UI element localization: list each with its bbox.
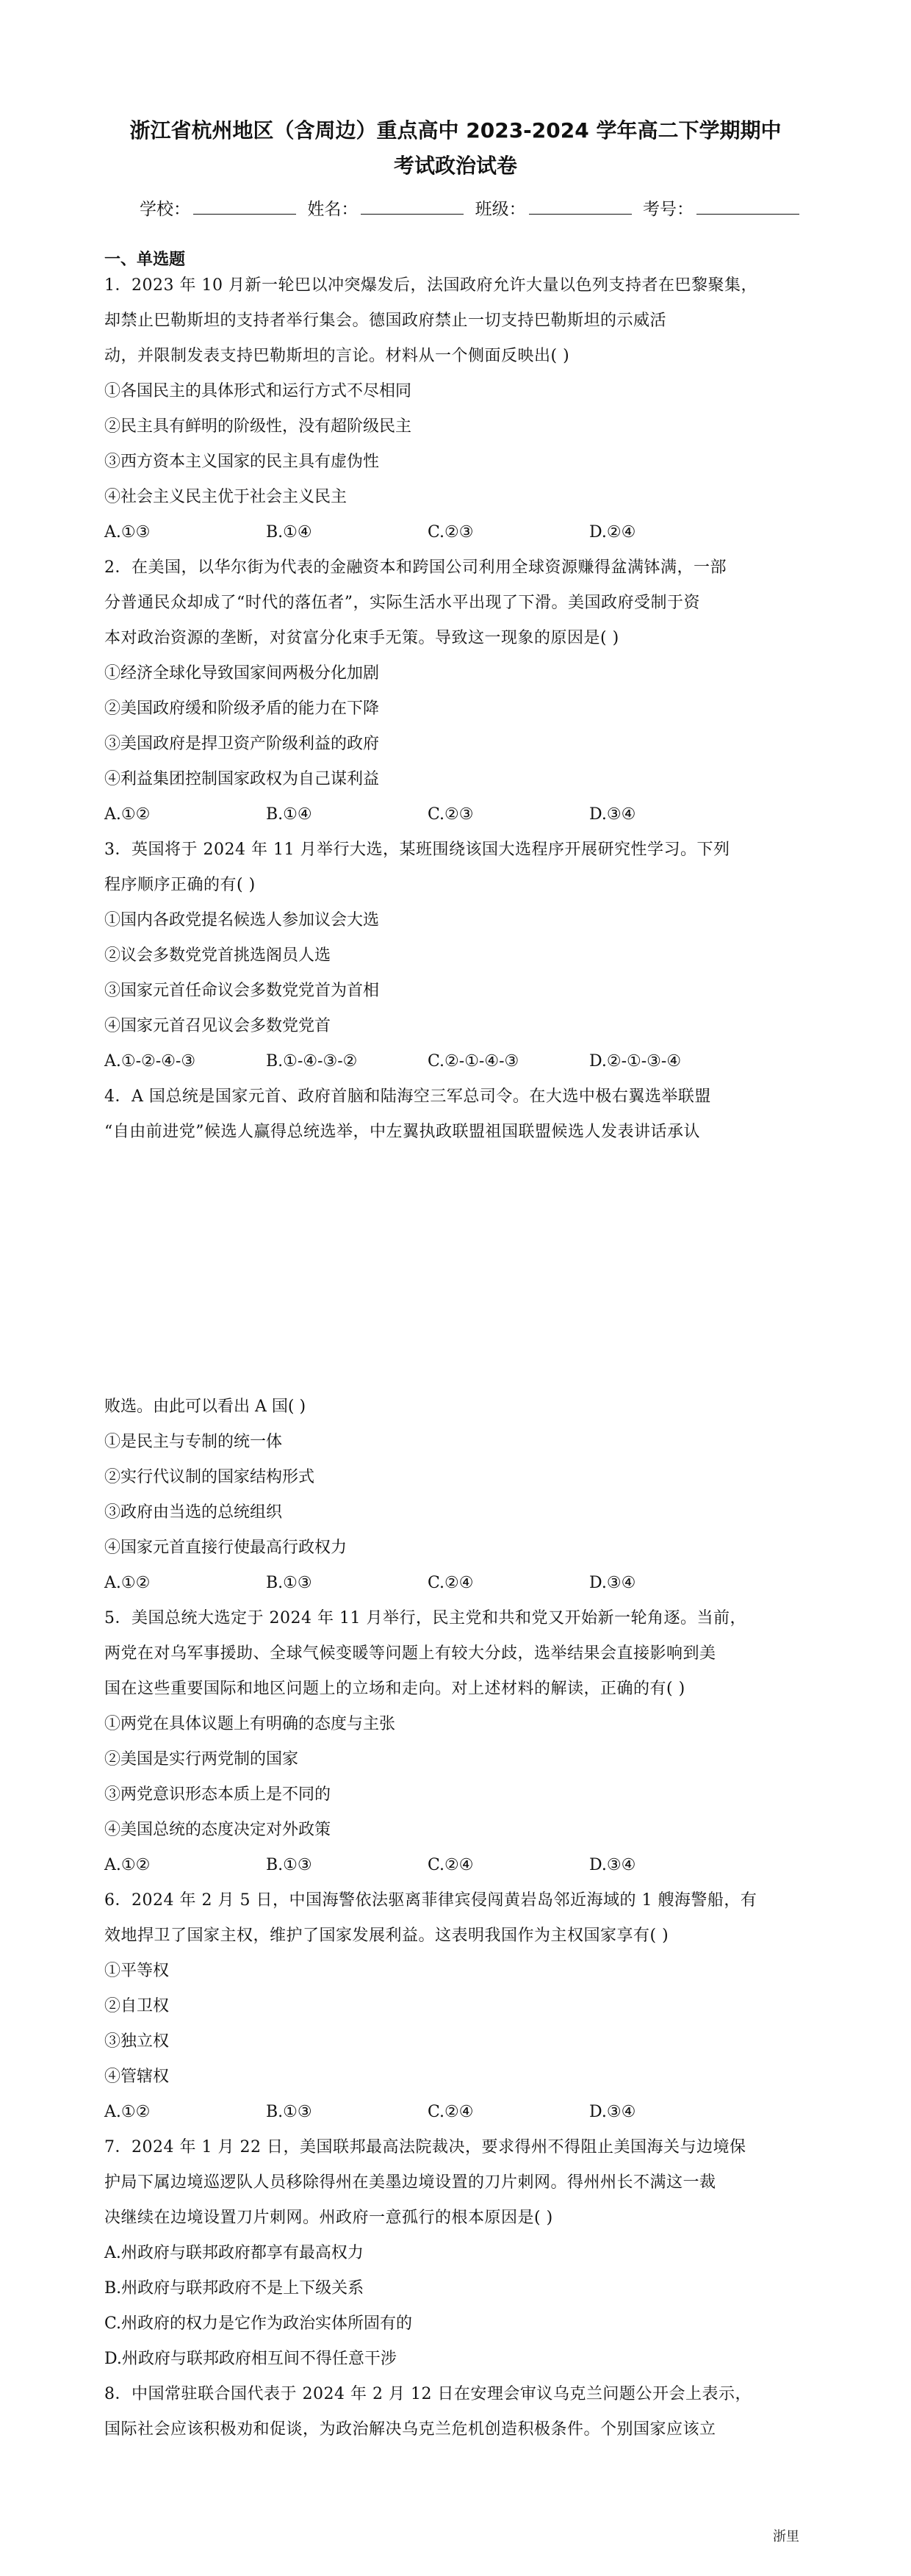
q6-item: ②自卫权	[104, 1997, 170, 2015]
q1-option-b[interactable]: B.①④	[266, 523, 312, 542]
q8-stem-line: 国际社会应该积极劝和促谈，为政治解决乌克兰危机创造积极条件。个别国家应该立	[104, 2420, 716, 2439]
class-label: 班级：	[475, 200, 526, 219]
student-info-row	[140, 195, 805, 220]
q5-stem-line: 5．美国总统大选定于 2024 年 11 月举行，民主党和共和党又开始新一轮角逐。当前，	[104, 1609, 746, 1627]
q6-option-c[interactable]: C.②④	[428, 2103, 474, 2121]
q2-stem-line: 本对政治资源的垄断，对贫富分化束手无策。导致这一现象的原因是( )	[104, 629, 619, 647]
q4-stem-line: “自由前进党”候选人赢得总统选举，中左翼执政联盟祖国联盟候选人发表讲话承认	[104, 1123, 700, 1141]
q3-item: ④国家元首召见议会多数党党首	[104, 1017, 331, 1035]
name-label: 姓名：	[307, 200, 359, 219]
q2-stem-line: 2．在美国，以华尔街为代表的金融资本和跨国公司利用全球资源赚得盆满钵满，一部	[104, 558, 727, 577]
q4-option-d[interactable]: D.③④	[589, 1574, 636, 1592]
section-heading: 一、单选题	[104, 251, 186, 269]
q1-stem-line: 1．2023 年 10 月新一轮巴以冲突爆发后，法国政府允许大量以色列支持者在巴黎聚集，	[104, 276, 757, 295]
class-blank[interactable]	[529, 198, 632, 215]
q1-item: ③西方资本主义国家的民主具有虚伪性	[104, 453, 380, 471]
q7-option-a[interactable]: A.州政府与联邦政府都享有最高权力	[104, 2244, 364, 2262]
q5-stem-line: 国在这些重要国际和地区问题上的立场和走向。对上述材料的解读，正确的有( )	[104, 1680, 685, 1698]
q6-item: ④管辖权	[104, 2068, 170, 2086]
q6-options	[104, 2101, 810, 2123]
q3-stem-line: 3．英国将于 2024 年 11 月举行大选，某班围绕该国大选程序开展研究性学习。下列	[104, 841, 730, 859]
q5-options	[104, 1854, 810, 1877]
q5-item: ③两党意识形态本质上是不同的	[104, 1785, 331, 1804]
q2-option-a[interactable]: A.①②	[104, 805, 151, 824]
q3-item: ②议会多数党党首挑选阁员人选	[104, 946, 331, 965]
q6-item: ③独立权	[104, 2032, 170, 2051]
q6-stem-line: 效地捍卫了国家主权，维护了国家发展利益。这表明我国作为主权国家享有( )	[104, 1926, 669, 1945]
q2-item: ①经济全球化导致国家间两极分化加剧	[104, 664, 380, 683]
name-blank[interactable]	[361, 198, 464, 215]
q2-item: ④利益集团控制国家政权为自己谋利益	[104, 770, 380, 788]
exam-title-line2: 考试政治试卷	[393, 154, 517, 178]
exam-no-label: 考号：	[642, 200, 694, 219]
page-footer: 浙里	[773, 2529, 799, 2544]
q6-option-a[interactable]: A.①②	[104, 2103, 151, 2121]
q2-item: ③美国政府是捍卫资产阶级利益的政府	[104, 735, 380, 753]
school-label: 学校：	[140, 200, 190, 219]
q3-option-d[interactable]: D.②-①-③-④	[589, 1052, 682, 1071]
q7-option-b[interactable]: B.州政府与联邦政府不是上下级关系	[104, 2279, 364, 2298]
q1-option-a[interactable]: A.①③	[104, 523, 151, 542]
school-blank[interactable]	[193, 198, 296, 215]
q5-option-b[interactable]: B.①③	[266, 1856, 312, 1874]
q6-stem-line: 6．2024 年 2 月 5 日，中国海警依法驱离菲律宾侵闯黄岩岛邻近海域的 1 艘海警船，有	[104, 1891, 757, 1910]
q4-item: ③政府由当选的总统组织	[104, 1503, 283, 1522]
q5-option-d[interactable]: D.③④	[589, 1856, 636, 1874]
q3-item: ③国家元首任命议会多数党党首为首相	[104, 982, 380, 1000]
q5-item: ①两党在具体议题上有明确的态度与主张	[104, 1715, 396, 1733]
q3-option-a[interactable]: A.①-②-④-③	[104, 1052, 196, 1071]
q4-option-b[interactable]: B.①③	[266, 1574, 312, 1592]
q4-option-c[interactable]: C.②④	[428, 1574, 474, 1592]
q4-item: ②实行代议制的国家结构形式	[104, 1468, 315, 1486]
q6-option-b[interactable]: B.①③	[266, 2103, 312, 2121]
q2-item: ②美国政府缓和阶级矛盾的能力在下降	[104, 699, 380, 718]
q8-stem-line: 8．中国常驻联合国代表于 2024 年 2 月 12 日在安理会审议乌克兰问题公开会上表示，	[104, 2385, 752, 2403]
q3-option-b[interactable]: B.①-④-③-②	[266, 1052, 358, 1071]
q4-options	[104, 1572, 810, 1594]
exam-title-line1: 浙江省杭州地区（含周边）重点高中 2023-2024 学年高二下学期期中	[129, 118, 782, 143]
q1-option-c[interactable]: C.②③	[428, 523, 474, 542]
q3-option-c[interactable]: C.②-①-④-③	[428, 1052, 519, 1071]
q2-option-d[interactable]: D.③④	[589, 805, 636, 824]
q2-stem-line: 分普通民众却成了“时代的落伍者”，实际生活水平出现了下滑。美国政府受制于资	[104, 594, 700, 612]
q4-option-a[interactable]: A.①②	[104, 1574, 151, 1592]
q4-stem-line: 4．A 国总统是国家元首、政府首脑和陆海空三军总司令。在大选中极右翼选举联盟	[104, 1087, 711, 1106]
q1-item: ①各国民主的具体形式和运行方式不尽相同	[104, 382, 412, 400]
q7-option-c[interactable]: C.州政府的权力是它作为政治实体所固有的	[104, 2314, 413, 2333]
q7-stem-line: 7．2024 年 1 月 22 日，美国联邦最高法院裁决，要求得州不得阻止美国海关与边境保	[104, 2138, 746, 2156]
q1-options	[104, 522, 810, 544]
q4-item: ④国家元首直接行使最高行政权力	[104, 1539, 348, 1557]
q2-options	[104, 804, 810, 826]
q2-option-b[interactable]: B.①④	[266, 805, 312, 824]
q1-stem-line: 动，并限制发表支持巴勒斯坦的言论。材料从一个侧面反映出( )	[104, 347, 570, 365]
q5-item: ④美国总统的态度决定对外政策	[104, 1821, 331, 1839]
q1-item: ④社会主义民主优于社会主义民主	[104, 488, 348, 506]
exam-no-blank[interactable]	[696, 198, 799, 215]
q5-option-c[interactable]: C.②④	[428, 1856, 474, 1874]
q3-stem-line: 程序顺序正确的有( )	[104, 876, 256, 894]
q3-options	[104, 1051, 810, 1073]
q5-option-a[interactable]: A.①②	[104, 1856, 151, 1874]
q7-stem-line: 护局下属边境巡逻队人员移除得州在美墨边境设置的刀片刺网。得州州长不满这一裁	[104, 2173, 716, 2192]
q5-item: ②美国是实行两党制的国家	[104, 1750, 299, 1769]
q1-item: ②民主具有鲜明的阶级性，没有超阶级民主	[104, 417, 412, 436]
q4-item: ①是民主与专制的统一体	[104, 1433, 283, 1451]
q2-option-c[interactable]: C.②③	[428, 805, 474, 824]
q4-stem-continuation: 败选。由此可以看出 A 国( )	[104, 1397, 306, 1416]
q7-stem-line: 决继续在边境设置刀片刺网。州政府一意孤行的根本原因是( )	[104, 2209, 553, 2227]
q3-item: ①国内各政党提名候选人参加议会大选	[104, 911, 380, 929]
q1-option-d[interactable]: D.②④	[589, 523, 636, 542]
q6-option-d[interactable]: D.③④	[589, 2103, 636, 2121]
q5-stem-line: 两党在对乌军事援助、全球气候变暖等问题上有较大分歧，选举结果会直接影响到美	[104, 1644, 716, 1663]
q6-item: ①平等权	[104, 1962, 170, 1980]
q1-stem-line: 却禁止巴勒斯坦的支持者举行集会。德国政府禁止一切支持巴勒斯坦的示威活	[104, 312, 667, 330]
q7-option-d[interactable]: D.州政府与联邦政府相互间不得任意干涉	[104, 2350, 397, 2368]
